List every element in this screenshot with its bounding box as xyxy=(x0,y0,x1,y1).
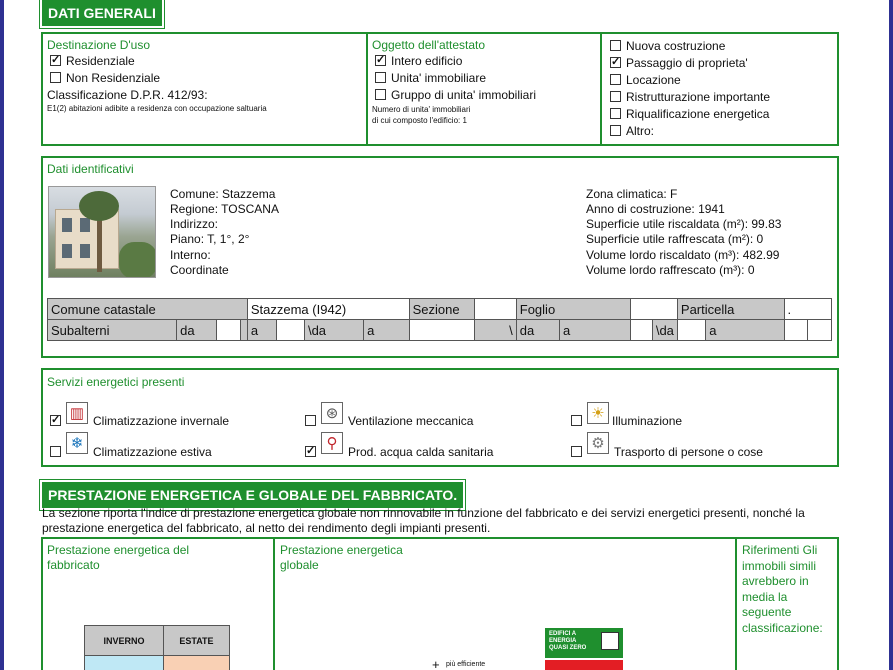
window xyxy=(80,244,90,258)
intero-edificio-checkbox[interactable] xyxy=(375,55,386,66)
a-label: a xyxy=(247,320,276,341)
cell xyxy=(240,320,247,341)
da-label: da xyxy=(177,320,217,341)
clim-estiva-option[interactable] xyxy=(50,444,66,460)
palm-trunk xyxy=(97,217,102,272)
estate-header: ESTATE xyxy=(163,626,229,656)
da-label: \da xyxy=(652,320,677,341)
inverno-estate-table xyxy=(84,625,230,670)
air-conditioner-icon: ❄ xyxy=(66,432,88,454)
oggetto-title: Oggetto dell'attestato xyxy=(372,38,486,52)
table-row xyxy=(85,656,230,670)
zona-climatica-text: Zona climatica: F xyxy=(586,187,678,201)
da-label: da xyxy=(516,320,559,341)
water-tap-icon: ⚲ xyxy=(321,432,343,454)
radiator-icon: ▥ xyxy=(66,402,88,424)
interno-text: Interno: xyxy=(170,248,211,262)
piano-text: Piano: T, 1°, 2° xyxy=(170,232,250,246)
acs-option[interactable] xyxy=(305,444,321,460)
volume-raffrescato-text: Volume lordo raffrescato (m³): 0 xyxy=(586,263,755,277)
sezione-label: Sezione xyxy=(409,299,474,320)
servizi-title: Servizi energetici presenti xyxy=(47,375,185,389)
trasporto-label: Trasporto di persone o cose xyxy=(614,445,763,459)
trasporto-checkbox[interactable] xyxy=(571,446,582,457)
locazione-checkbox[interactable] xyxy=(610,74,621,85)
ristrutturazione-checkbox[interactable] xyxy=(610,91,621,102)
trasporto-option[interactable] xyxy=(571,444,587,460)
light-bulb-icon: ☀ xyxy=(587,402,609,424)
clim-estiva-checkbox[interactable] xyxy=(50,446,61,457)
numero-unita-value: di cui composto l'edificio: 1 xyxy=(372,116,467,125)
a-label: a xyxy=(364,320,409,341)
ventilazione-checkbox[interactable] xyxy=(305,415,316,426)
cell xyxy=(409,320,474,341)
clim-invernale-label: Climatizzazione invernale xyxy=(93,414,230,428)
particella-label: Particella xyxy=(677,299,784,320)
riqualificazione-checkbox[interactable] xyxy=(610,108,621,119)
fabbricato-title: Prestazione energetica del fabbricato xyxy=(47,543,190,572)
anno-costruzione-text: Anno di costruzione: 1941 xyxy=(586,202,725,216)
unita-immobiliare-checkbox[interactable] xyxy=(375,72,386,83)
nzeb-checkbox xyxy=(601,632,619,650)
regione-text: Regione: TOSCANA xyxy=(170,202,279,216)
altro-option[interactable]: Altro: xyxy=(610,123,654,139)
non-residenziale-checkbox[interactable] xyxy=(50,72,61,83)
destinazione-title: Destinazione D'uso xyxy=(47,38,151,52)
fan-icon: ⊛ xyxy=(321,402,343,424)
non-residenziale-option[interactable]: Non Residenziale xyxy=(50,70,160,86)
a-label: a xyxy=(706,320,784,341)
classificazione-label: Classificazione D.P.R. 412/93: xyxy=(47,88,208,102)
passaggio-proprieta-checkbox[interactable] xyxy=(610,57,621,68)
cell xyxy=(808,320,832,341)
separator: \ xyxy=(475,320,517,341)
da-label: \da xyxy=(304,320,363,341)
comune-catastale-label: Comune catastale xyxy=(48,299,248,320)
particella-value: . xyxy=(784,299,831,320)
passaggio-proprieta-option[interactable]: ✓Passaggio di proprieta' xyxy=(610,55,748,71)
unita-immobiliare-option[interactable]: Unita' immobiliare xyxy=(375,70,486,86)
numero-unita-label: Numero di unita' immobiliari xyxy=(372,105,471,114)
divider xyxy=(600,32,602,146)
catasto-row-1 xyxy=(48,299,832,320)
illuminazione-option[interactable] xyxy=(571,413,587,429)
a-label: a xyxy=(560,320,631,341)
intero-edificio-option[interactable]: ✓Intero edificio xyxy=(375,53,462,69)
riferimenti-text: Riferimenti Gli immobili simili avrebbero in media la seguente classificazione: xyxy=(742,543,823,635)
dati-identificativi-title: Dati identificativi xyxy=(47,162,134,176)
altro-checkbox[interactable] xyxy=(610,125,621,136)
comune-catastale-value: Stazzema (I942) xyxy=(247,299,409,320)
divider xyxy=(273,537,275,670)
clim-invernale-option[interactable] xyxy=(50,413,66,429)
illuminazione-checkbox[interactable] xyxy=(571,415,582,426)
window xyxy=(62,244,72,258)
residenziale-checkbox[interactable] xyxy=(50,55,61,66)
inverno-header: INVERNO xyxy=(85,626,164,656)
gruppo-unita-checkbox[interactable] xyxy=(375,89,386,100)
ristrutturazione-option[interactable]: Ristrutturazione importante xyxy=(610,89,770,105)
riqualificazione-option[interactable]: Riqualificazione energetica xyxy=(610,106,769,122)
superficie-raffrescata-text: Superficie utile raffrescata (m²): 0 xyxy=(586,232,764,246)
piu-efficiente-label: più efficiente xyxy=(446,661,486,668)
prestazione-banner: PRESTAZIONE ENERGETICA E GLOBALE DEL FABBRICATO. xyxy=(40,480,465,510)
cell xyxy=(276,320,304,341)
foglio-value xyxy=(630,299,677,320)
class-bar-red xyxy=(545,660,623,670)
divider xyxy=(735,537,737,670)
illuminazione-label: Illuminazione xyxy=(612,414,683,428)
table-header-row xyxy=(85,626,230,656)
residenziale-option[interactable]: ✓Residenziale xyxy=(50,53,135,69)
acs-label: Prod. acqua calda sanitaria xyxy=(348,445,494,459)
gear-icon: ⚙ xyxy=(587,432,609,454)
cell xyxy=(630,320,652,341)
coordinate-text: Coordinate xyxy=(170,263,229,277)
locazione-option[interactable]: Locazione xyxy=(610,72,681,88)
building-photo xyxy=(48,186,156,278)
sezione-value xyxy=(475,299,517,320)
catasto-table xyxy=(47,298,832,341)
plus-sign: + xyxy=(432,657,440,670)
foglio-label: Foglio xyxy=(516,299,630,320)
catasto-row-2 xyxy=(48,320,832,341)
estate-cell xyxy=(163,656,229,670)
window xyxy=(80,218,90,232)
classificazione-value: E1(2) abitazioni adibite a residenza con occupazione saltuaria xyxy=(47,104,267,113)
comune-text: Comune: Stazzema xyxy=(170,187,276,201)
clim-estiva-label: Climatizzazione estiva xyxy=(93,445,212,459)
ventilazione-option[interactable] xyxy=(305,413,321,429)
subalterni-label: Subalterni xyxy=(48,320,177,341)
palm-leaves xyxy=(79,191,119,221)
gruppo-unita-option[interactable]: Gruppo di unita' immobiliari xyxy=(375,87,536,103)
volume-riscaldato-text: Volume lordo riscaldato (m³): 482.99 xyxy=(586,248,780,262)
globale-title: Prestazione energetica globale xyxy=(280,543,403,572)
ventilazione-label: Ventilazione meccanica xyxy=(348,414,474,428)
nuova-costruzione-option[interactable]: Nuova costruzione xyxy=(610,38,725,54)
bush xyxy=(119,242,156,278)
cell xyxy=(677,320,705,341)
prestazione-intro: La sezione riporta l'indice di prestazione energetica globale non rinnovabile in funzione del fabbricato e dei servizi energetici presenti, nonché la prestazione energetica del fabbricato, al netto dei rendimento degli impianti presenti. xyxy=(42,506,805,535)
dati-generali-banner: DATI GENERALI xyxy=(40,0,164,28)
window xyxy=(62,218,72,232)
cell xyxy=(784,320,808,341)
indirizzo-text: Indirizzo: xyxy=(170,217,219,231)
nuova-costruzione-checkbox[interactable] xyxy=(610,40,621,51)
cell xyxy=(216,320,240,341)
superficie-riscaldata-text: Superficie utile riscaldata (m²): 99.83 xyxy=(586,217,782,231)
nzeb-label: EDIFICI A ENERGIA QUASI ZERO xyxy=(545,628,623,658)
acs-checkbox[interactable] xyxy=(305,446,316,457)
clim-invernale-checkbox[interactable] xyxy=(50,415,61,426)
divider xyxy=(366,32,368,146)
inverno-cell xyxy=(85,656,164,670)
